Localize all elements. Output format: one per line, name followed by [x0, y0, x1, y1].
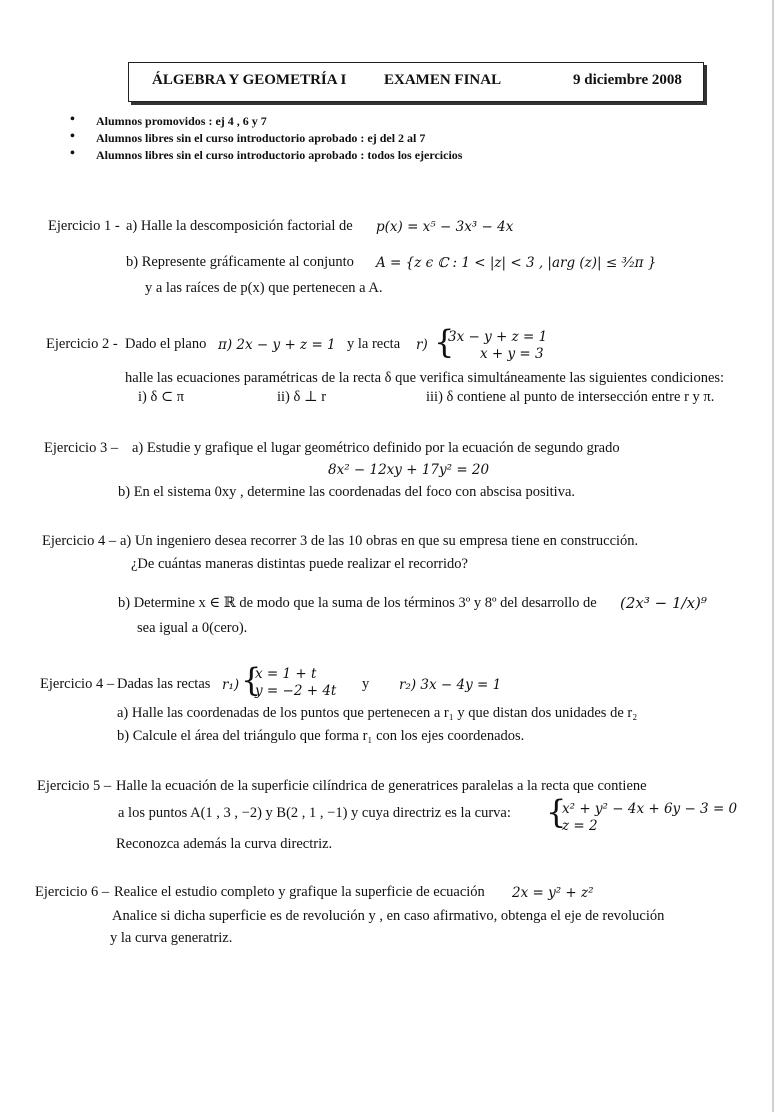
ex3-b-text: b) En el sistema 0xy , determine las coordenadas del foco con abscisa positiva. — [118, 484, 576, 500]
ex4a-a-line1: a) Un ingeniero desea recorrer 3 de las 10 obras en que su empresa tiene en construcción. — [120, 533, 639, 549]
brace-icon: { — [241, 661, 262, 699]
ex4b-r2: r₂) 3x − 4y = 1 — [399, 677, 502, 693]
exercise-label: Ejercicio 1 - — [48, 218, 120, 234]
brace-icon: { — [434, 323, 455, 361]
ex5-eq1: x² + y² − 4x + 6y − 3 = 0 — [562, 801, 738, 817]
bullet-item: • Alumnos promovidos : ej 4 , 6 y 7 — [96, 114, 267, 129]
ex4b-r1-eq2: y = −2 + 4t — [255, 683, 337, 699]
ex2-line-text: y la recta — [347, 336, 401, 352]
ex1-b-text: b) Represente gráficamente al conjunto — [126, 254, 354, 270]
ex1-b-line2: y a las raíces de p(x) que pertenecen a A. — [145, 280, 383, 296]
ex2-intro: Dado el plano — [125, 336, 207, 352]
ex1-b-math: A = {z ϵ ℂ : 1 < |z| < 3 , |arg (z)| ≤ ³⁄₂π } — [376, 255, 657, 271]
ex2-cond-2: ii) δ ⊥ r — [277, 389, 327, 405]
ex4a-b-text: b) Determine x ∈ ℝ de modo que la suma de los términos 3º y 8º del desarrollo de — [118, 595, 597, 611]
exam-date: 9 diciembre 2008 — [573, 72, 682, 88]
ex2-line-name: r) — [416, 337, 428, 353]
ex4a-b-math: (2x³ − 1/x)⁹ — [620, 594, 707, 612]
ex1-a-math: p(x) = x⁵ − 3x³ − 4x — [376, 219, 514, 235]
ex4a-a-line2: ¿De cuántas maneras distintas puede realizar el recorrido? — [131, 556, 468, 572]
course-title: ÁLGEBRA Y GEOMETRÍA I — [152, 72, 347, 88]
ex5-line2: a los puntos A(1 , 3 , −2) y B(2 , 1 , −1) y cuya directriz es la curva: — [118, 805, 511, 821]
ex6-line2: Analice si dicha superficie es de revolución y , en caso afirmativo, obtenga el eje de revolución — [112, 908, 665, 924]
ex6-line3: y la curva generatriz. — [110, 930, 233, 946]
ex5-line1: Halle la ecuación de la superficie cilíndrica de generatrices paralelas a la recta que contiene — [116, 778, 647, 794]
ex3-a-text: a) Estudie y grafique el lugar geométrico definido por la ecuación de segundo grado — [132, 440, 620, 456]
ex4b-r1-eq1: x = 1 + t — [255, 666, 317, 682]
brace-icon: { — [546, 793, 567, 831]
exercise-label: Ejercicio 2 - — [46, 336, 118, 352]
ex2-cond-3: iii) δ contiene al punto de intersección entre r y π. — [426, 389, 715, 405]
ex5-line3: Reconozca además la curva directriz. — [116, 836, 333, 852]
ex2-eq1: 3x − y + z = 1 — [448, 329, 548, 345]
exercise-label: Ejercicio 4 – — [40, 676, 115, 692]
ex4b-b-text: b) Calcule el área del triángulo que forma r₁ con los ejes coordenados. — [117, 728, 525, 744]
ex4b-conj: y — [362, 676, 370, 692]
exercise-label: Ejercicio 4 – — [42, 533, 117, 549]
exercise-label: Ejercicio 6 – — [35, 884, 110, 900]
ex6-line1: Realice el estudio completo y grafique la superficie de ecuación — [114, 884, 485, 900]
ex2-cond-1: i) δ ⊂ π — [138, 389, 185, 405]
ex4b-intro: Dadas las rectas — [117, 676, 211, 692]
bullet-item: • Alumnos libres sin el curso introductorio aprobado : todos los ejercicios — [96, 148, 462, 163]
ex1-a-text: a) Halle la descomposición factorial de — [126, 218, 353, 234]
exercise-label: Ejercicio 5 – — [37, 778, 112, 794]
exercise-label: Ejercicio 3 – — [44, 440, 119, 456]
ex2-eq2: x + y = 3 — [480, 346, 544, 362]
ex5-eq2: z = 2 — [562, 818, 598, 834]
exam-title: EXAMEN FINAL — [384, 72, 502, 88]
bullet-item: • Alumnos libres sin el curso introductorio aprobado : ej del 2 al 7 — [96, 131, 425, 146]
page-edge — [772, 0, 774, 1112]
ex4a-b-line2: sea igual a 0(cero). — [137, 620, 248, 636]
ex4b-r1: r₁) — [222, 677, 240, 693]
ex2-plane: π) 2x − y + z = 1 — [218, 337, 336, 353]
ex6-eq: 2x = y² + z² — [512, 885, 594, 901]
ex2-conditions: halle las ecuaciones paramétricas de la recta δ que verifica simultáneamente las siguientes condiciones: — [125, 370, 725, 386]
ex3-eq: 8x² − 12xy + 17y² = 20 — [328, 462, 490, 478]
ex4b-a-text: a) Halle las coordenadas de los puntos que pertenecen a r₁ y que distan dos unidades de r₂ — [117, 705, 638, 721]
